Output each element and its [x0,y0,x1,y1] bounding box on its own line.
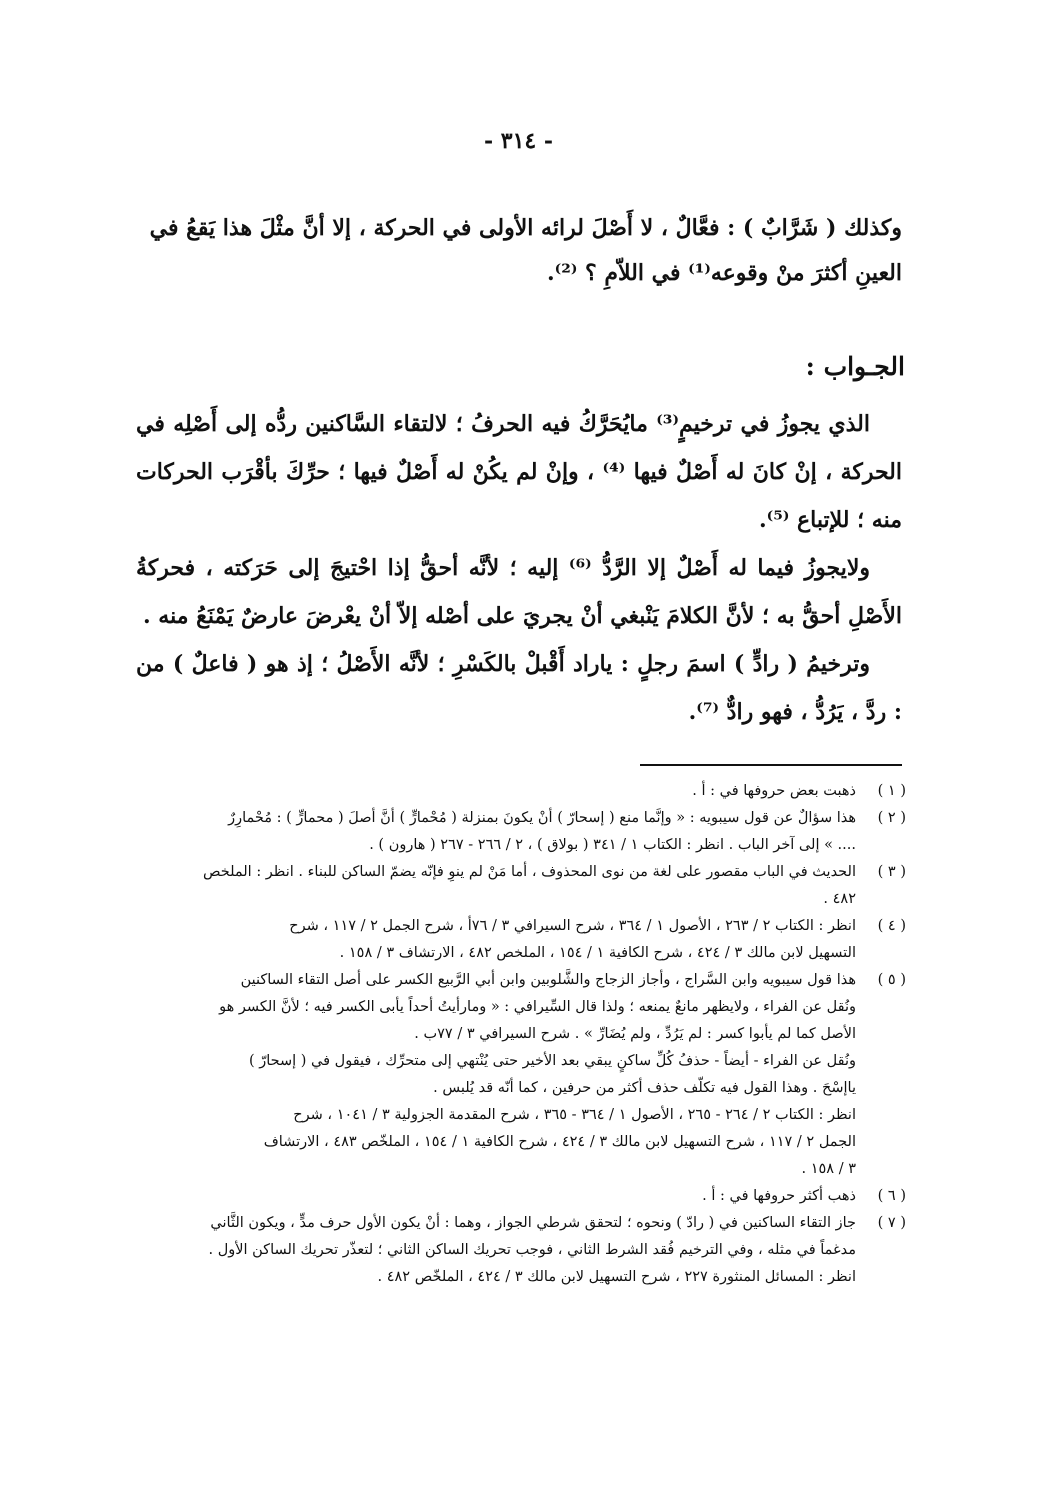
footnote-number: ( ٢ ) [877,810,906,826]
page-number: - ٣١٤ - [483,128,554,154]
footnote-line: ذهب أكثر حروفها في : أ . [702,1188,856,1204]
footnote-line: الحديث في الباب مقصور على لغة من نوى المحذوف ، أما مَنْ لم ينوِ فإنّه يضمّ الساكن للبناء . انظر : الملخص [202,864,856,880]
footnote-line: ٣ / ١٥٨ . [801,1161,856,1177]
footnote-line: ياإسْحَ . وهذا القول فيه تكلّف حذف أكثر من حرفين ، كما أنّه قد يُلبس . [433,1080,856,1096]
answer-paragraph: ولايجوزُ فيما له أَصْلٌ إلا الرَّدُّ ⁽⁶⁾ إليه ؛ لأنَّه أحقُّ إذا احْتيجَ إلى حَرَكته ، فحركةُ الأَصْلِ أحقُّ به ؛ لأنَّ الكلامَ يَنْبغي أنْ يجريَ على أصْله إلاّ أنْ يعْرضَ عارضٌ يَمْنَعُ منه . [136,555,902,629]
answer-paragraph: الذي يجوزُ في ترخيمٍ⁽³⁾ مايُحَرَّكُ فيه الحرفُ ؛ لالتقاء السَّاكنين ردُّه إلى أَصْلِه في الحركة ، إنْ كانَ له أَصْلٌ فيها ⁽⁴⁾ ، وإنْ لم يكُنْ له أَصْلٌ فيها ؛ حرِّكَ بأقْرَب الحركات منه ؛ للإتباع ⁽⁵⁾. [136,411,902,533]
answer-paragraph: وترخيمُ ( رادٍّ ) اسمَ رجلٍ : ياراد أَقْبلْ بالكَسْرِ ؛ لأنَّه الأَصْلُ ؛ إذ هو ( فاعلٌ ) من : ردَّ ، يَرُدُّ ، فهو رادٌّ ⁽⁷⁾. [136,651,902,725]
footnote [136,859,906,913]
footnote-line: ٤٨٢ . [823,891,856,907]
footnote-text [136,913,856,967]
footnote-number: ( ٥ ) [877,972,906,988]
footnote-line: التسهيل لابن مالك ٣ / ٤٢٤ ، شرح الكافية ١ / ١٥٤ ، الملخص ٤٨٢ ، الارتشاف ٣ / ١٥٨ . [339,945,856,961]
footnote-line: ونُقل عن الفراء ، ولايظهر مانعٌ يمنعه ؛ ولذا قال السِّيرافي : « ومارأيتُ أحداً يأبى الكسر فيه ؛ لأنَّ الكسر هو [219,999,856,1015]
footnote-text [136,1183,856,1210]
footnote-line: .... » إلى آخر الباب . انظر : الكتاب ١ / ٣٤١ ( بولاق ) ، ٢ / ٢٦٦ - ٢٦٧ ( هارون ) . [369,837,856,853]
footnote-line: انظر : الكتاب ٢ / ٢٦٤ - ٢٦٥ ، الأصول ١ / ٣٦٤ - ٣٦٥ ، شرح المقدمة الجزولية ٣ / ١٠٤١ ، شرح [293,1107,856,1123]
question-line: وكذلك ( شَرَّابٌ ) : فعَّالٌ ، لا أَصْلَ لرائه الأولى في الحركة ، إلا أنَّ مثْلَ هذا يَقعُ في [149,215,902,241]
footnote-number: ( ٣ ) [877,864,906,880]
footnote-line: هذا قول سيبويه وابن السَّراج ، وأجاز الزجاج والشَّلوبين وابن أبي الرَّبيع الكسر على أصل التقاء الساكنين [240,972,856,988]
footnote-number: ( ٤ ) [877,918,906,934]
footnote-text [136,778,856,805]
footnote-line: انظر : الكتاب ٢ / ٢٦٣ ، الأصول ١ / ٣٦٤ ، شرح السيرافي ٣ / ٧٦أ ، شرح الجمل ٢ / ١١٧ ، شرح [289,918,856,934]
question-paragraph [136,206,902,296]
footnote [136,778,906,805]
footnote-line: ذهبت بعض حروفها في : أ . [692,783,856,799]
question-line: العينِ أكثرَ منْ وقوعه⁽¹⁾ في اللاّمِ ؟ ⁽²⁾. [546,260,902,286]
footnote-line: انظر : المسائل المنثورة ٢٢٧ ، شرح التسهيل لابن مالك ٣ / ٤٢٤ ، الملخّص ٤٨٢ . [377,1269,856,1285]
footnote [136,1183,906,1210]
footnote-text [136,1210,856,1291]
footnote-line: مدغماً في مثله ، وفي الترخيم فُقد الشرط الثاني ، فوجب تحريك الساكن الثاني ؛ لتعذّر تحريك الساكن الأول . [208,1242,856,1258]
footnote [136,913,906,967]
footnote-line: الجمل ٢ / ١١٧ ، شرح التسهيل لابن مالك ٣ / ٤٢٤ ، شرح الكافية ١ / ١٥٤ ، الملخّص ٤٨٣ ، الارتشاف [263,1134,856,1150]
footnote-line: هذا سؤالٌ عن قول سيبويه : « وإنَّما منع ( إسحارّ ) أنْ يكونَ بمنزلة ( مُحْمارٍّ ) أنَّ أصلَ ( محمارٍّ ) : مُحْمارِرٌ [228,810,856,826]
answer-heading: الجـواب : [805,352,905,381]
footnotes [136,778,906,1291]
footnote-text [136,805,856,859]
footnote-line: جاز التقاء الساكنين في ( رادّ ) ونحوه ؛ لتحقق شرطي الجواز ، وهما : أنْ يكون الأول حرف مدٍّ ، ويكون الثَّاني [210,1215,856,1231]
footnote-text [136,967,856,1183]
footnote-number: ( ٧ ) [877,1215,906,1231]
footnote-number: ( ١ ) [877,783,906,799]
footnote-line: الأصل كما لم يأبوا كسر : لم يَرُدِّ ، ولم يُضَارِّ » . شرح السيرافي ٣ / ٧٧ب . [414,1026,856,1042]
answer-section [136,400,902,736]
footnote [136,1210,906,1291]
footnote-text [136,859,856,913]
footnote-divider [640,764,902,766]
footnote [136,967,906,1183]
footnote-number: ( ٦ ) [877,1188,906,1204]
footnote [136,805,906,859]
footnote-line: ونُقل عن الفراء - أيضاً - حذفُ كُلِّ ساكنٍ يبقي بعد الأخير حتى يُنْتهي إلى متحرِّك ، فيقول في ( إسحارّ ) [248,1053,856,1069]
